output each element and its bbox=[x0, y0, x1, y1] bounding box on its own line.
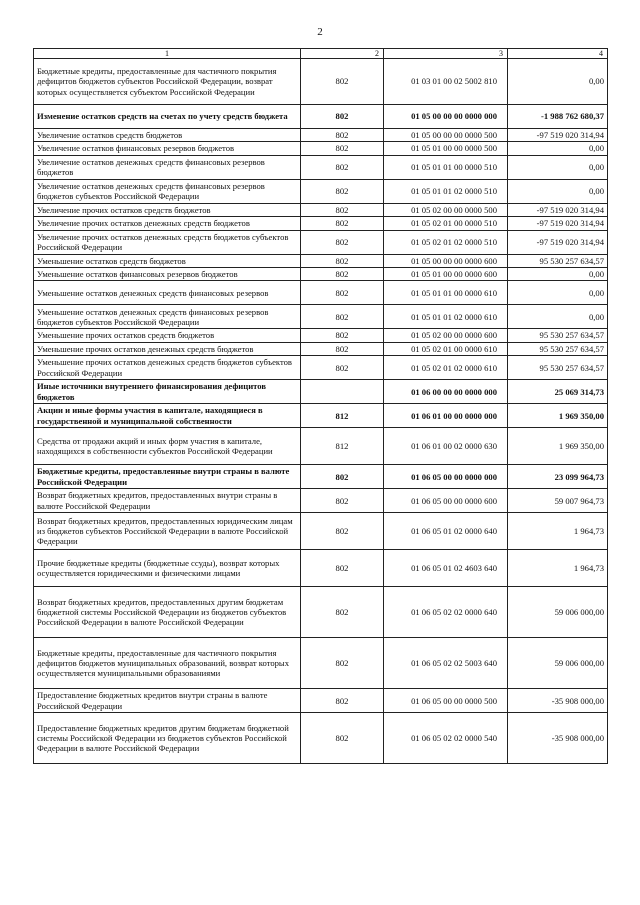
table-body bbox=[34, 49, 608, 764]
row-description: Уменьшение прочих остатков денежных средств бюджетов bbox=[34, 342, 301, 355]
row-admin-code: 802 bbox=[301, 268, 384, 281]
table-row bbox=[34, 305, 608, 329]
table-row bbox=[34, 203, 608, 216]
row-description: Увеличение прочих остатков средств бюджетов bbox=[34, 203, 301, 216]
row-amount: 0,00 bbox=[508, 305, 608, 329]
row-amount: 0,00 bbox=[508, 155, 608, 179]
row-admin-code: 802 bbox=[301, 59, 384, 105]
row-description: Уменьшение остатков денежных средств финансовых резервов bbox=[34, 281, 301, 305]
row-description: Возврат бюджетных кредитов, предоставленных внутри страны в валюте Российской Федерации bbox=[34, 489, 301, 513]
row-description: Уменьшение прочих остатков средств бюджетов bbox=[34, 329, 301, 342]
column-header-4: 4 bbox=[508, 49, 608, 59]
row-admin-code: 802 bbox=[301, 305, 384, 329]
row-budget-code: 01 05 02 00 00 0000 500 bbox=[384, 203, 508, 216]
row-amount: 59 006 000,00 bbox=[508, 587, 608, 638]
row-description: Увеличение остатков средств бюджетов bbox=[34, 129, 301, 142]
row-amount: 0,00 bbox=[508, 268, 608, 281]
row-admin-code: 802 bbox=[301, 587, 384, 638]
row-amount: 95 530 257 634,57 bbox=[508, 329, 608, 342]
row-budget-code: 01 06 05 00 00 0000 000 bbox=[384, 465, 508, 489]
row-amount: 59 007 964,73 bbox=[508, 489, 608, 513]
row-admin-code: 802 bbox=[301, 489, 384, 513]
row-admin-code: 802 bbox=[301, 356, 384, 380]
row-budget-code: 01 05 01 00 00 0000 500 bbox=[384, 142, 508, 155]
row-budget-code: 01 06 00 00 00 0000 000 bbox=[384, 380, 508, 404]
row-budget-code: 01 06 01 00 02 0000 630 bbox=[384, 428, 508, 465]
table-row bbox=[34, 550, 608, 587]
row-description: Уменьшение остатков денежных средств финансовых резервов бюджетов субъектов Российской Федерации bbox=[34, 305, 301, 329]
column-header-1: 1 bbox=[34, 49, 301, 59]
table-row bbox=[34, 380, 608, 404]
row-admin-code: 802 bbox=[301, 142, 384, 155]
row-description: Увеличение прочих остатков денежных средств бюджетов bbox=[34, 217, 301, 230]
row-amount: 0,00 bbox=[508, 179, 608, 203]
row-budget-code: 01 06 05 02 02 0000 540 bbox=[384, 713, 508, 764]
row-amount: 1 969 350,00 bbox=[508, 404, 608, 428]
row-description: Увеличение остатков денежных средств финансовых резервов бюджетов субъектов Российской Федерации bbox=[34, 179, 301, 203]
row-budget-code: 01 05 02 01 02 0000 610 bbox=[384, 356, 508, 380]
row-description: Изменение остатков средств на счетах по учету средств бюджета bbox=[34, 105, 301, 129]
table-row bbox=[34, 217, 608, 230]
row-amount: -1 988 762 680,37 bbox=[508, 105, 608, 129]
row-admin-code: 802 bbox=[301, 713, 384, 764]
page-number: 2 bbox=[317, 26, 323, 38]
row-amount: -35 908 000,00 bbox=[508, 689, 608, 713]
row-budget-code: 01 05 00 00 00 0000 500 bbox=[384, 129, 508, 142]
row-description: Иные источники внутреннего финансирования дефицитов бюджетов bbox=[34, 380, 301, 404]
row-amount: 1 964,73 bbox=[508, 513, 608, 550]
row-amount: -97 519 020 314,94 bbox=[508, 203, 608, 216]
row-description: Увеличение остатков денежных средств финансовых резервов бюджетов bbox=[34, 155, 301, 179]
row-description: Увеличение прочих остатков денежных средств бюджетов субъектов Российской Федерации bbox=[34, 230, 301, 254]
row-description: Уменьшение остатков финансовых резервов бюджетов bbox=[34, 268, 301, 281]
row-description: Бюджетные кредиты, предоставленные внутри страны в валюте Российской Федерации bbox=[34, 465, 301, 489]
row-budget-code: 01 05 00 00 00 0000 600 bbox=[384, 254, 508, 267]
row-description: Увеличение остатков финансовых резервов бюджетов bbox=[34, 142, 301, 155]
column-header-2: 2 bbox=[301, 49, 384, 59]
budget-sources-table bbox=[33, 48, 608, 764]
table-row bbox=[34, 268, 608, 281]
row-description: Уменьшение прочих остатков денежных средств бюджетов субъектов Российской Федерации bbox=[34, 356, 301, 380]
table-row bbox=[34, 59, 608, 105]
row-amount: 0,00 bbox=[508, 59, 608, 105]
table-row bbox=[34, 689, 608, 713]
row-description: Бюджетные кредиты, предоставленные для частичного покрытия дефицитов бюджетов субъектов Российской Федерации, возврат которых осуществляется субъектом Российской Федерации bbox=[34, 59, 301, 105]
row-admin-code: 802 bbox=[301, 689, 384, 713]
table-row bbox=[34, 230, 608, 254]
row-amount: -97 519 020 314,94 bbox=[508, 230, 608, 254]
table-row bbox=[34, 356, 608, 380]
row-budget-code: 01 05 02 01 00 0000 510 bbox=[384, 217, 508, 230]
row-amount: 25 069 314,73 bbox=[508, 380, 608, 404]
row-amount: 95 530 257 634,57 bbox=[508, 356, 608, 380]
row-budget-code: 01 05 02 01 00 0000 610 bbox=[384, 342, 508, 355]
row-description: Акции и иные формы участия в капитале, находящиеся в государственной и муниципальной собственности bbox=[34, 404, 301, 428]
table-row bbox=[34, 329, 608, 342]
table-row bbox=[34, 142, 608, 155]
table-row bbox=[34, 587, 608, 638]
row-amount: 59 006 000,00 bbox=[508, 638, 608, 689]
row-budget-code: 01 05 01 01 02 0000 610 bbox=[384, 305, 508, 329]
row-amount: 0,00 bbox=[508, 281, 608, 305]
table-row bbox=[34, 155, 608, 179]
row-admin-code: 802 bbox=[301, 105, 384, 129]
row-admin-code: 812 bbox=[301, 428, 384, 465]
row-admin-code: 812 bbox=[301, 404, 384, 428]
row-budget-code: 01 05 01 01 02 0000 510 bbox=[384, 179, 508, 203]
row-amount: 0,00 bbox=[508, 142, 608, 155]
table-row bbox=[34, 129, 608, 142]
row-amount: 1 964,73 bbox=[508, 550, 608, 587]
table-row bbox=[34, 254, 608, 267]
table-row bbox=[34, 713, 608, 764]
table-row bbox=[34, 465, 608, 489]
row-admin-code: 802 bbox=[301, 179, 384, 203]
row-description: Предоставление бюджетных кредитов внутри страны в валюте Российской Федерации bbox=[34, 689, 301, 713]
row-admin-code: 802 bbox=[301, 329, 384, 342]
row-budget-code: 01 06 05 01 02 4603 640 bbox=[384, 550, 508, 587]
table-row bbox=[34, 342, 608, 355]
row-amount: 95 530 257 634,57 bbox=[508, 342, 608, 355]
row-budget-code: 01 05 01 01 00 0000 510 bbox=[384, 155, 508, 179]
row-admin-code: 802 bbox=[301, 230, 384, 254]
row-budget-code: 01 05 01 01 00 0000 610 bbox=[384, 281, 508, 305]
row-amount: -35 908 000,00 bbox=[508, 713, 608, 764]
row-description: Средства от продажи акций и иных форм участия в капитале, находящихся в собственности субъектов Российской Федерации bbox=[34, 428, 301, 465]
table-row bbox=[34, 179, 608, 203]
row-description: Предоставление бюджетных кредитов другим бюджетам бюджетной системы Российской Федерации из бюджетов субъектов Российской Федерации в валюте Российской Федерации bbox=[34, 713, 301, 764]
row-budget-code: 01 06 05 02 02 5003 640 bbox=[384, 638, 508, 689]
row-description: Уменьшение остатков средств бюджетов bbox=[34, 254, 301, 267]
table-row bbox=[34, 513, 608, 550]
row-admin-code: 802 bbox=[301, 254, 384, 267]
row-description: Бюджетные кредиты, предоставленные для частичного покрытия дефицитов бюджетов муниципальных образований, возврат которых осуществляется муниципальными образованиями bbox=[34, 638, 301, 689]
column-header-3: 3 bbox=[384, 49, 508, 59]
row-budget-code: 01 06 05 02 02 0000 640 bbox=[384, 587, 508, 638]
row-budget-code: 01 03 01 00 02 5002 810 bbox=[384, 59, 508, 105]
row-admin-code: 802 bbox=[301, 155, 384, 179]
row-amount: 95 530 257 634,57 bbox=[508, 254, 608, 267]
row-budget-code: 01 06 05 00 00 0000 600 bbox=[384, 489, 508, 513]
row-admin-code: 802 bbox=[301, 281, 384, 305]
row-admin-code: 802 bbox=[301, 129, 384, 142]
row-budget-code: 01 05 00 00 00 0000 000 bbox=[384, 105, 508, 129]
table-header-row bbox=[34, 49, 608, 59]
row-budget-code: 01 06 01 00 00 0000 000 bbox=[384, 404, 508, 428]
table-row bbox=[34, 404, 608, 428]
table-row bbox=[34, 281, 608, 305]
row-amount: -97 519 020 314,94 bbox=[508, 217, 608, 230]
row-amount: -97 519 020 314,94 bbox=[508, 129, 608, 142]
row-budget-code: 01 05 02 01 02 0000 510 bbox=[384, 230, 508, 254]
table-row bbox=[34, 489, 608, 513]
row-budget-code: 01 05 01 00 00 0000 600 bbox=[384, 268, 508, 281]
row-admin-code: 802 bbox=[301, 342, 384, 355]
row-admin-code: 802 bbox=[301, 513, 384, 550]
row-description: Прочие бюджетные кредиты (бюджетные ссуды), возврат которых осуществляется юридическими и физическими лицами bbox=[34, 550, 301, 587]
table-row bbox=[34, 105, 608, 129]
table-row bbox=[34, 428, 608, 465]
row-amount: 1 969 350,00 bbox=[508, 428, 608, 465]
row-budget-code: 01 06 05 00 00 0000 500 bbox=[384, 689, 508, 713]
row-amount: 23 099 964,73 bbox=[508, 465, 608, 489]
row-admin-code: 802 bbox=[301, 217, 384, 230]
row-admin-code: 802 bbox=[301, 550, 384, 587]
row-admin-code: 802 bbox=[301, 638, 384, 689]
row-description: Возврат бюджетных кредитов, предоставленных юридическим лицам из бюджетов субъектов Российской Федерации в валюте Российской Федерации bbox=[34, 513, 301, 550]
row-admin-code: 802 bbox=[301, 465, 384, 489]
row-budget-code: 01 06 05 01 02 0000 640 bbox=[384, 513, 508, 550]
row-admin-code: 802 bbox=[301, 203, 384, 216]
table-row bbox=[34, 638, 608, 689]
row-budget-code: 01 05 02 00 00 0000 600 bbox=[384, 329, 508, 342]
row-admin-code bbox=[301, 380, 384, 404]
row-description: Возврат бюджетных кредитов, предоставленных другим бюджетам бюджетной системы Российской Федерации из бюджетов субъектов Российской Федерации в валюте Российской Федерации bbox=[34, 587, 301, 638]
